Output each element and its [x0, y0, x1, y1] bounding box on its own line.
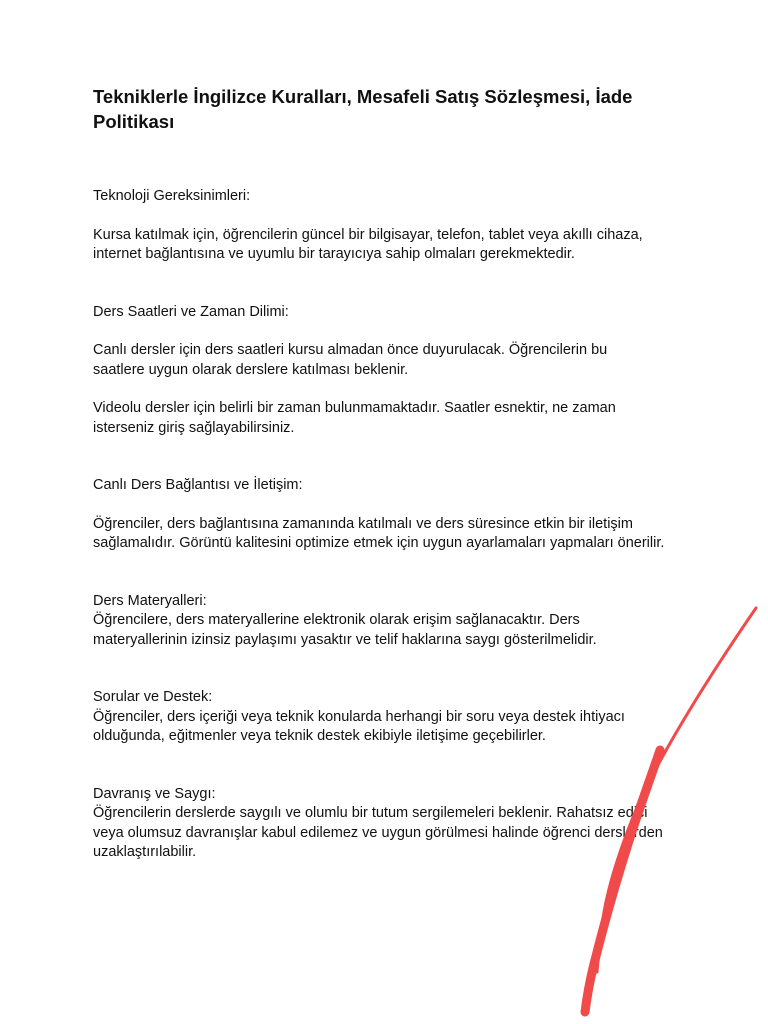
section-heading-technology: Teknoloji Gereksinimleri: — [93, 188, 251, 204]
section-heading-support: Sorular ve Destek: — [93, 689, 213, 705]
document-title: Tekniklerle İngilizce Kuralları, Mesafeli Satış Sözleşmesi, İade Politikası — [93, 86, 633, 132]
document-page — [93, 84, 683, 863]
section-heading-materials: Ders Materyalleri: — [93, 592, 207, 609]
paragraph-live-connection: Öğrenciler, ders bağlantısına zamanında katılmalı ve ders süresince etkin bir iletişim sağlamalıdır. Görüntü kalitesini optimize etmek için uygun ayarlamaları yapmaları önerilir. — [93, 515, 665, 551]
section-heading-schedule: Ders Saatleri ve Zaman Dilimi: — [93, 303, 289, 320]
paragraph-materials: Öğrencilere, ders materyallerine elektronik olarak erişim sağlanacaktır. Ders materyallerinin izinsiz paylaşımı yasaktır ve telif haklarına saygı gösterilmelidir. — [93, 612, 597, 648]
paragraph-technology: Kursa katılmak için, öğrencilerin güncel bir bilgisayar, telefon, tablet veya akıllı cihaza, internet bağlantısına ve uyumlu bir tarayıcıya sahip olmaları gerekmektedir. — [93, 226, 643, 262]
paragraph-video-schedule: Videolu dersler için belirli bir zaman bulunmamaktadır. Saatler esnektir, ne zaman isterseniz giriş sağlayabilirsiniz. — [93, 400, 616, 436]
paragraph-behavior: Öğrencilerin derslerde saygılı ve olumlu bir tutum sergilemeleri beklenir. Rahatsız edici veya olumsuz davranışlar kabul edilemez ve uygun görülmesi halinde öğrenci derslerden uzaklaştırılabilir. — [93, 805, 663, 860]
paragraph-live-schedule: Canlı dersler için ders saatleri kursu almadan önce duyurulacak. Öğrencilerin bu saatlere uygun olarak derslere katılması beklenir. — [93, 342, 608, 378]
section-heading-behavior: Davranış ve Saygı: — [93, 785, 216, 802]
section-heading-live-connection: Canlı Ders Bağlantısı ve İletişim: — [93, 477, 303, 493]
paragraph-support: Öğrenciler, ders içeriği veya teknik konularda herhangi bir soru veya destek ihtiyacı olduğunda, eğitmenler veya teknik destek ekibiyle iletişime geçebilirler. — [93, 708, 625, 744]
